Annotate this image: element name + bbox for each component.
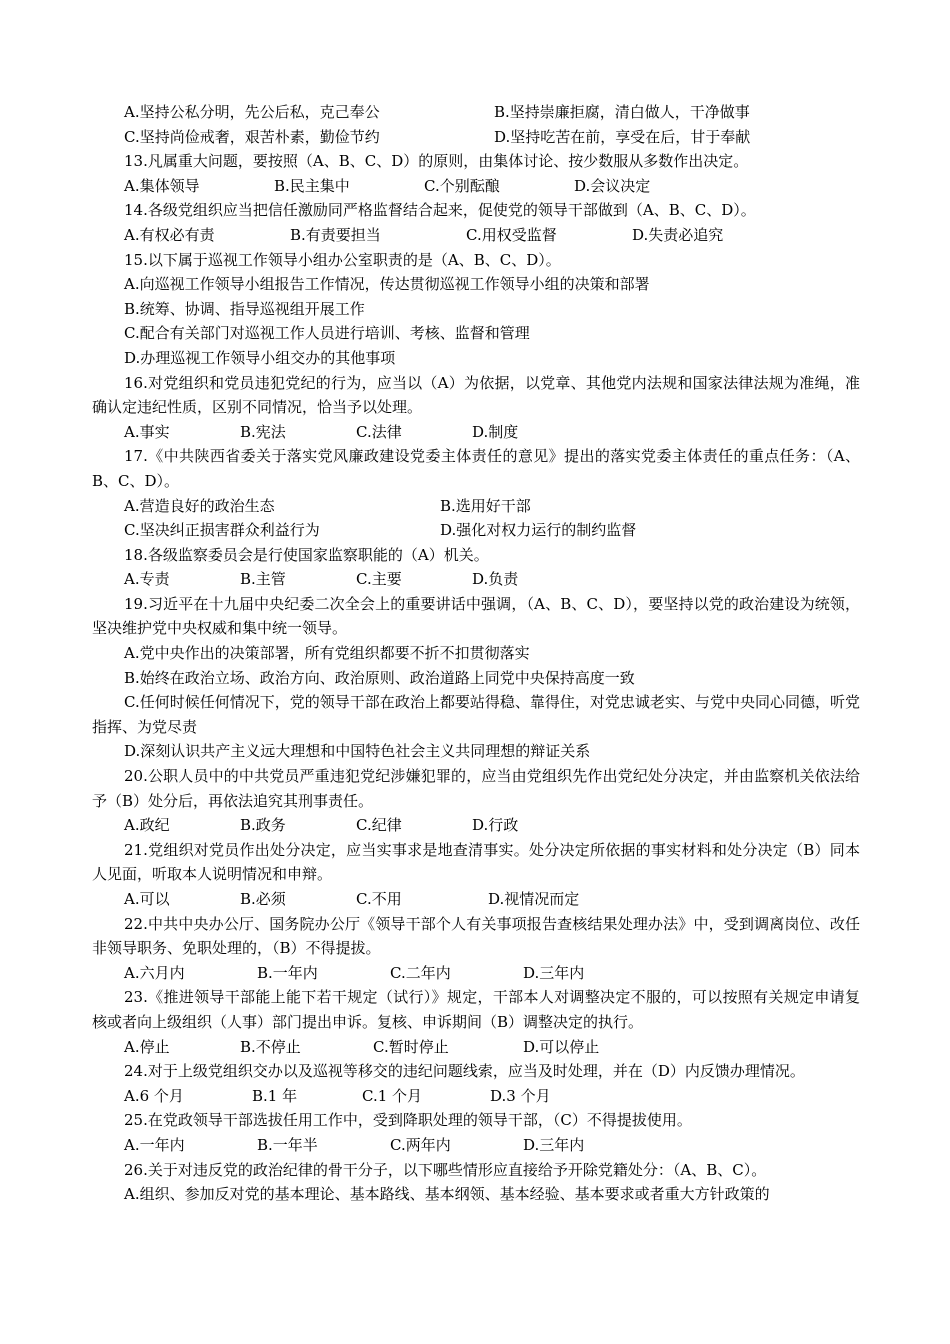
question-text: 14.各级党组织应当把信任激励同严格监督结合起来，促使党的领导干部做到（A、B、C、D）。 bbox=[124, 201, 756, 220]
option-row bbox=[92, 1035, 860, 1060]
option-text: A.停止 bbox=[124, 1037, 170, 1056]
question-text: 20.公职人员中的中共党员严重违犯党纪涉嫌犯罪的，应当由党组织先作出党纪处分决定，并由监察机关依法给予（B）处分后，再依法追究其刑事责任。 bbox=[92, 767, 860, 810]
option-text: C.暂时停止 bbox=[373, 1037, 449, 1056]
option-text: B.一年内 bbox=[257, 963, 318, 982]
option-text: D.制度 bbox=[472, 422, 519, 441]
option-text: B.主管 bbox=[240, 570, 286, 589]
option-text: A.6 个月 bbox=[124, 1086, 184, 1105]
option-text: A.有权必有责 bbox=[124, 225, 215, 244]
option-text: B.不停止 bbox=[240, 1037, 301, 1056]
option-text: C.两年内 bbox=[390, 1135, 451, 1154]
option-text: A.集体领导 bbox=[124, 176, 200, 195]
option-text: D.会议决定 bbox=[574, 176, 651, 195]
option-line: D.深刻认识共产主义远大理想和中国特色社会主义共同理想的辩证关系 bbox=[124, 742, 591, 761]
option-text: D.视情况而定 bbox=[488, 890, 580, 908]
question-text: 25.在党政领导干部选拔任用工作中，受到降职处理的领导干部，（C）不得提拔使用。 bbox=[124, 1111, 692, 1130]
option-text: C.用权受监督 bbox=[466, 225, 557, 244]
option-text: A.六月内 bbox=[124, 963, 185, 982]
option-text: C.二年内 bbox=[390, 963, 451, 982]
option-text: A.政纪 bbox=[124, 816, 170, 835]
option-text: C.坚决纠正损害群众利益行为 bbox=[124, 521, 320, 540]
question-text: 23.《推进领导干部能上能下若干规定（试行）》规定，干部本人对调整决定不服的，可以按照有关规定申请复核或者向上级组织（人事）部门提出申诉。复核、申诉期间（B）调整决定的执行。 bbox=[92, 988, 860, 1031]
question-text: 13.凡属重大问题，要按照（A、B、C、D）的原则，由集体讨论、按少数服从多数作出决定。 bbox=[124, 152, 749, 171]
option-text: C.纪律 bbox=[356, 816, 402, 835]
option-text: B.一年半 bbox=[257, 1135, 318, 1154]
question-text: 24.对于上级党组织交办以及巡视等移交的违纪问题线索，应当及时处理，并在（D）内反馈办理情况。 bbox=[124, 1062, 805, 1081]
question-text: 19.习近平在十九届中央纪委二次全会上的重要讲话中强调，（A、B、C、D），要坚持以党的政治建设为统领，坚决维护党中央权威和集中统一领导。 bbox=[92, 594, 860, 638]
option-line: D.办理巡视工作领导小组交办的其他事项 bbox=[124, 348, 396, 367]
option-row bbox=[92, 1084, 860, 1109]
question-text: 22.中共中央办公厅、国务院办公厅《领导干部个人有关事项报告查核结果处理办法》中，受到调离岗位、改任非领导职务、免职处理的，（B）不得提拔。 bbox=[92, 914, 860, 958]
option-line: A.组织、参加反对党的基本理论、基本路线、基本纲领、基本经验、基本要求或者重大方针政策的 bbox=[124, 1185, 770, 1204]
option-text: D.可以停止 bbox=[523, 1037, 600, 1056]
option-text: D.三年内 bbox=[523, 963, 585, 982]
option-line: A.党中央作出的决策部署，所有党组织都要不折不扣贯彻落实 bbox=[124, 644, 530, 663]
option-text: C.1 个月 bbox=[362, 1086, 423, 1105]
option-row bbox=[92, 813, 860, 838]
option-text: D.强化对权力运行的制约监督 bbox=[440, 521, 637, 540]
question-text: 16.对党组织和党员违犯党纪的行为，应当以（A）为依据，以党章、其他党内法规和国家法律法规为准绳，准确认定违纪性质，区别不同情况，恰当予以处理。 bbox=[92, 373, 860, 417]
option-row bbox=[92, 1133, 860, 1158]
option-text: B.坚持崇廉拒腐，清白做人，干净做事 bbox=[494, 103, 750, 121]
option-text: C.法律 bbox=[356, 422, 402, 441]
option-row bbox=[92, 125, 860, 150]
option-text: A.事实 bbox=[124, 422, 170, 441]
option-text: D.3 个月 bbox=[490, 1086, 551, 1105]
option-row bbox=[92, 223, 860, 248]
question-text: C.任何时候任何情况下，党的领导干部在政治上都要站得稳、靠得住，对党忠诚老实、与党中央同心同德，听党指挥、为党尽责 bbox=[92, 693, 860, 736]
option-row bbox=[92, 100, 860, 125]
option-line: B.统筹、协调、指导巡视组开展工作 bbox=[124, 299, 365, 318]
option-row bbox=[92, 887, 860, 912]
option-text: C.个别酝酿 bbox=[424, 176, 500, 195]
question-text: 21.党组织对党员作出处分决定，应当实事求是地查清事实。处分决定所依据的事实材料和处分决定（B）同本人见面，听取本人说明情况和申辩。 bbox=[92, 840, 860, 884]
question-text: 26.关于对违反党的政治纪律的骨干分子，以下哪些情形应直接给予开除党籍处分：（A、B、C）。 bbox=[124, 1160, 767, 1179]
option-row bbox=[92, 420, 860, 445]
option-line: B.始终在政治立场、政治方向、政治原则、政治道路上同党中央保持高度一致 bbox=[124, 668, 635, 687]
question-list bbox=[92, 100, 860, 1207]
option-text: B.选用好干部 bbox=[440, 496, 531, 515]
option-text: C.主要 bbox=[356, 570, 402, 589]
option-text: B.必须 bbox=[240, 890, 286, 908]
option-text: D.坚持吃苦在前，享受在后，甘于奉献 bbox=[494, 127, 751, 146]
option-text: B.1 年 bbox=[252, 1086, 298, 1105]
option-text: D.失责必追究 bbox=[632, 225, 724, 244]
question-text: 15.以下属于巡视工作领导小组办公室职责的是（A、B、C、D）。 bbox=[124, 250, 561, 269]
option-text: B.政务 bbox=[240, 816, 286, 835]
option-text: B.宪法 bbox=[240, 422, 286, 441]
option-row bbox=[92, 494, 860, 519]
option-text: A.专责 bbox=[124, 570, 170, 589]
option-line: C.配合有关部门对巡视工作人员进行培训、考核、监督和管理 bbox=[124, 324, 530, 343]
option-text: A.可以 bbox=[124, 890, 170, 908]
option-row bbox=[92, 961, 860, 986]
option-row bbox=[92, 567, 860, 592]
option-text: B.民主集中 bbox=[274, 176, 350, 195]
question-text: 17.《中共陕西省委关于落实党风廉政建设党委主体责任的意见》提出的落实党委主体责任的重点任务：（A、B、C、D）。 bbox=[92, 447, 860, 490]
option-text: D.三年内 bbox=[523, 1135, 585, 1154]
option-row bbox=[92, 518, 860, 543]
option-text: A.坚持公私分明，先公后私，克己奉公 bbox=[124, 103, 380, 121]
option-text: C.不用 bbox=[356, 890, 402, 908]
option-text: D.行政 bbox=[472, 816, 519, 835]
option-text: B.有责要担当 bbox=[290, 225, 381, 244]
option-line: A.向巡视工作领导小组报告工作情况，传达贯彻巡视工作领导小组的决策和部署 bbox=[124, 275, 650, 294]
question-text: 18.各级监察委员会是行使国家监察职能的（A）机关。 bbox=[124, 545, 489, 564]
option-text: C.坚持尚俭戒奢，艰苦朴素，勤俭节约 bbox=[124, 127, 380, 146]
option-row bbox=[92, 174, 860, 199]
option-text: D.负责 bbox=[472, 570, 519, 589]
option-text: A.一年内 bbox=[124, 1135, 185, 1154]
option-text: A.营造良好的政治生态 bbox=[124, 496, 275, 515]
